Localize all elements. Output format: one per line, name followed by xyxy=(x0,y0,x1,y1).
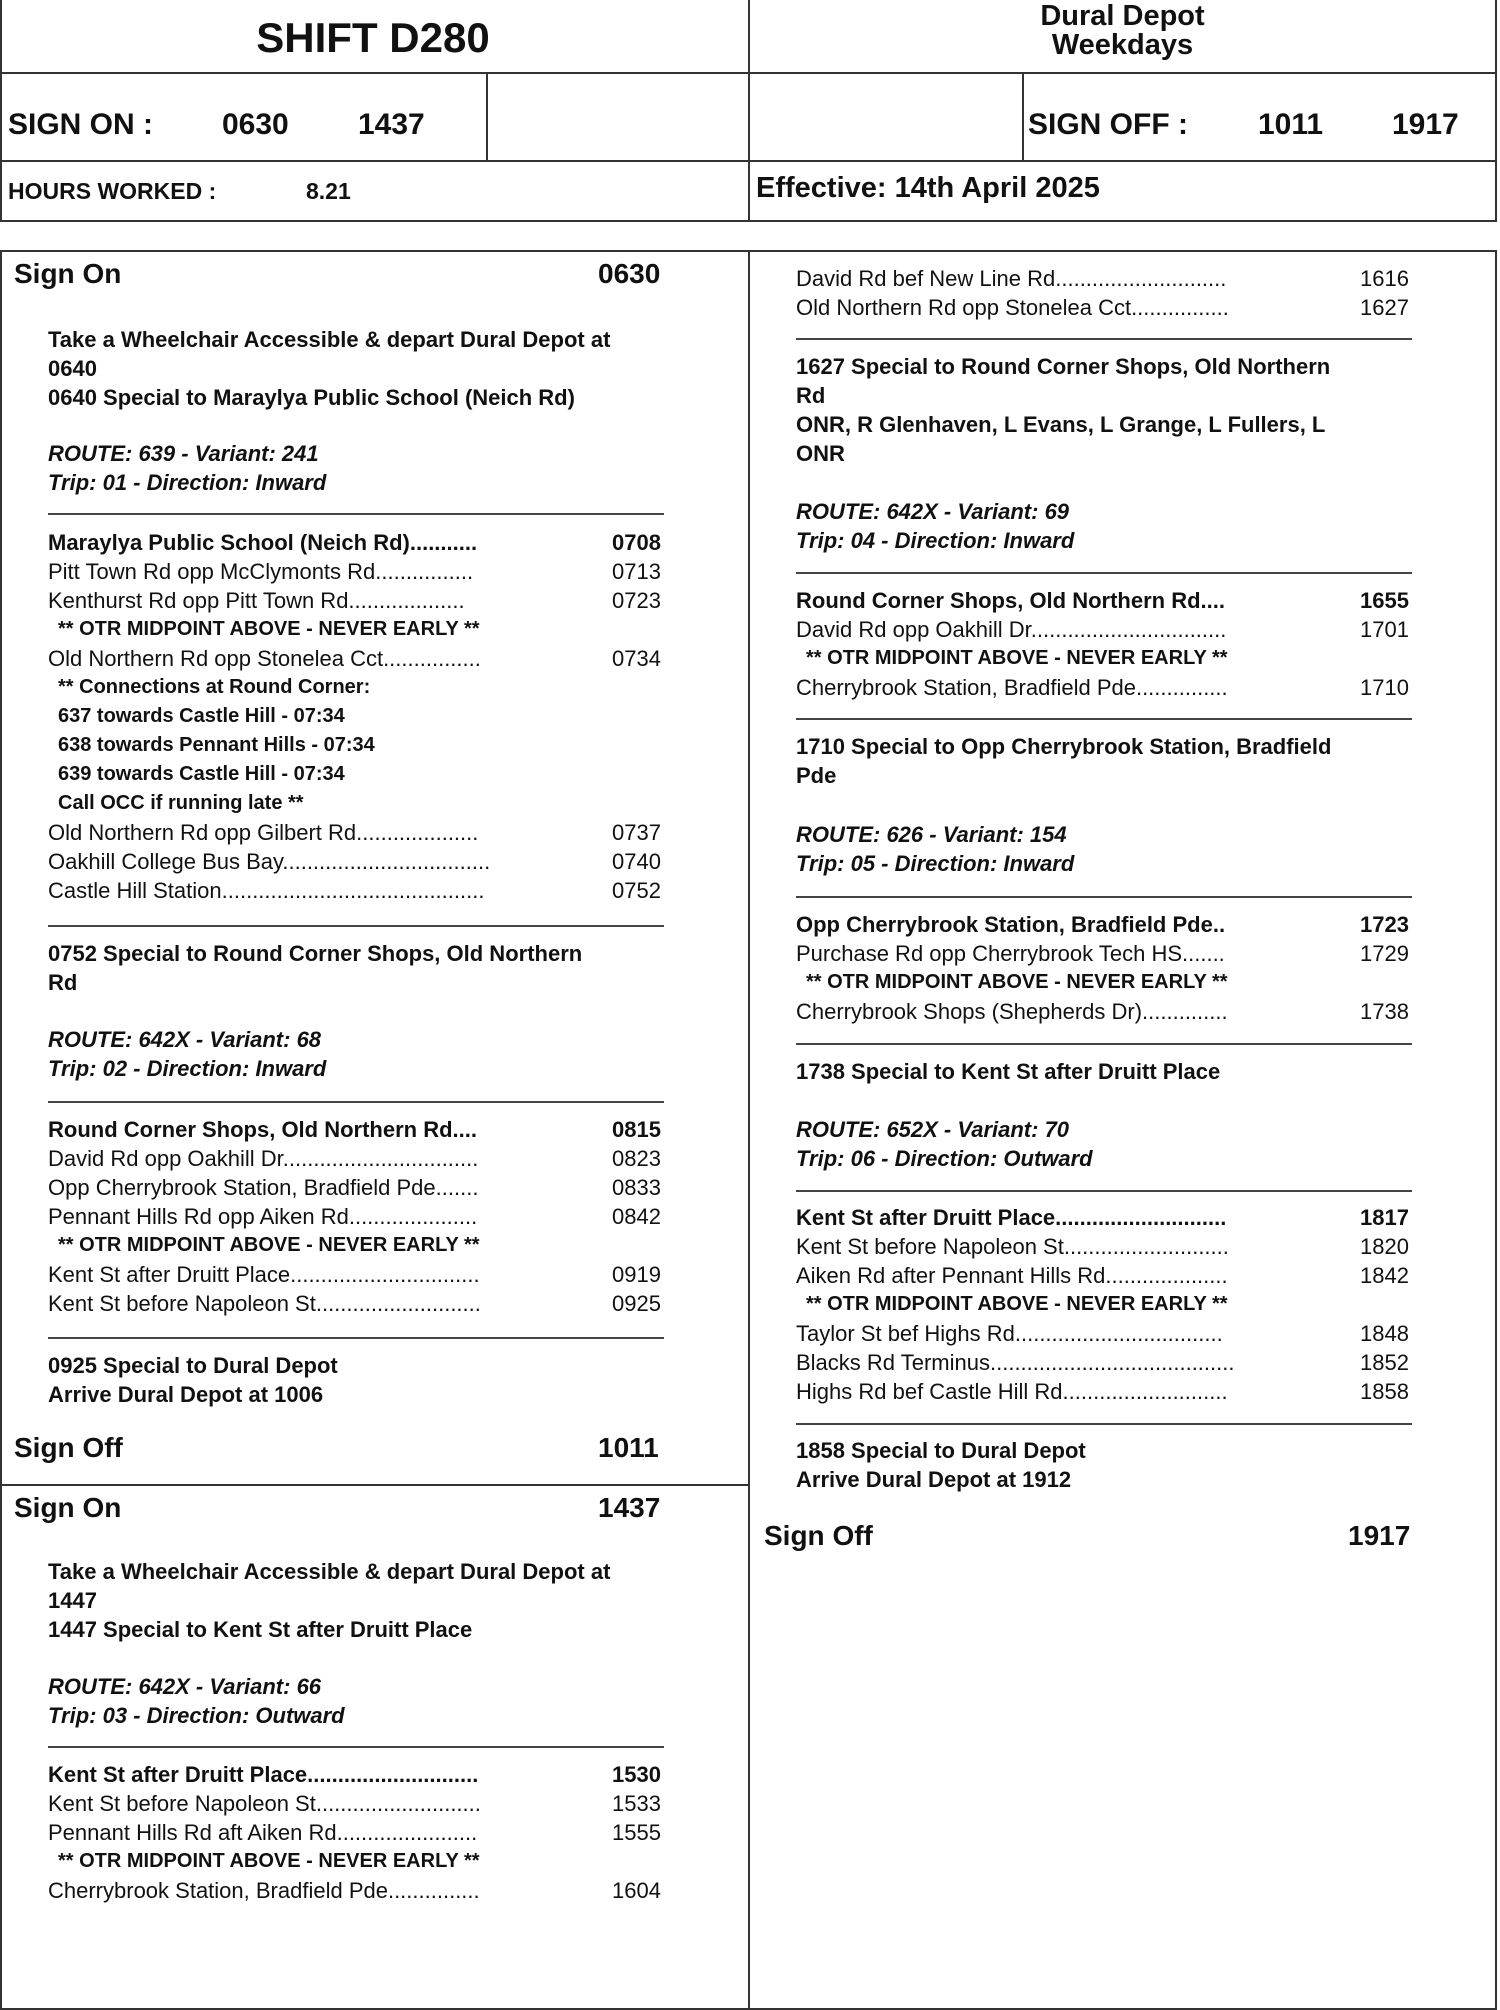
midpoint-note-text: ** OTR MIDPOINT ABOVE - NEVER EARLY ** xyxy=(58,618,480,640)
stop-name: Blacks Rd Terminus........................................ xyxy=(796,1350,1235,1375)
route-line: ROUTE: 642X - Variant: 68 xyxy=(48,1027,322,1052)
connection-note xyxy=(48,673,668,702)
stop-name: Cherrybrook Station, Bradfield Pde............... xyxy=(796,675,1228,700)
timetable-row xyxy=(796,673,1416,702)
sign-on-time-1: 0630 xyxy=(222,108,289,141)
stop-time: 0737 xyxy=(612,820,661,845)
timetable-row xyxy=(48,1115,668,1144)
special-instruction-7 xyxy=(796,1436,1086,1494)
midpoint-note xyxy=(48,1847,668,1876)
instruction-line: Take a Wheelchair Accessible & depart Dural Depot at xyxy=(48,1559,611,1584)
stop-name: Kent St before Napoleon St........................... xyxy=(48,1791,481,1816)
instruction-line: ONR, R Glenhaven, L Evans, L Grange, L Fullers, L xyxy=(796,412,1326,437)
route-line: ROUTE: 626 - Variant: 154 xyxy=(796,822,1067,847)
trip-timetable-2 xyxy=(48,1115,668,1318)
stop-name: Old Northern Rd opp Gilbert Rd.................... xyxy=(48,820,479,845)
depot-info xyxy=(748,0,1497,64)
timetable-row xyxy=(796,1203,1416,1232)
midpoint-note xyxy=(796,968,1416,997)
special-instruction-5 xyxy=(796,732,1331,790)
stop-time: 0823 xyxy=(612,1146,661,1171)
sign-on-label: Sign On xyxy=(14,258,122,289)
midpoint-note-text: ** OTR MIDPOINT ABOVE - NEVER EARLY ** xyxy=(806,1293,1228,1315)
connection-note xyxy=(48,702,668,731)
stop-name: Kent St before Napoleon St........................... xyxy=(796,1234,1229,1259)
stop-name: Cherrybrook Shops (Shepherds Dr).............. xyxy=(796,999,1228,1024)
trip-rule xyxy=(796,572,1412,574)
stop-name: Purchase Rd opp Cherrybrook Tech HS....... xyxy=(796,941,1225,966)
timetable-row xyxy=(796,293,1416,322)
stop-time: 1555 xyxy=(612,1820,661,1845)
sign-off-time-2: 1917 xyxy=(1392,108,1459,141)
stop-name: Taylor St bef Highs Rd.................................. xyxy=(796,1321,1223,1346)
midpoint-note-text: ** OTR MIDPOINT ABOVE - NEVER EARLY ** xyxy=(806,971,1228,993)
day-type: Weekdays xyxy=(1051,29,1194,61)
route-line: ROUTE: 652X - Variant: 70 xyxy=(796,1117,1070,1142)
sign-on-label: Sign On xyxy=(14,1492,122,1523)
stop-time: 1817 xyxy=(1360,1205,1409,1230)
trip-rule xyxy=(796,896,1412,898)
route-line: ROUTE: 642X - Variant: 66 xyxy=(48,1674,322,1699)
stop-name: Pennant Hills Rd opp Aiken Rd..................... xyxy=(48,1204,478,1229)
instruction-line: Arrive Dural Depot at 1006 xyxy=(48,1382,324,1407)
stop-name: Round Corner Shops, Old Northern Rd.... xyxy=(48,1117,477,1142)
special-instruction-4 xyxy=(796,352,1330,468)
depot-name: Dural Depot xyxy=(1040,0,1205,32)
effective-date: Effective: 14th April 2025 xyxy=(756,172,1100,204)
timetable-row xyxy=(48,586,668,615)
sign-off-time-1: 1011 xyxy=(1258,108,1324,141)
timetable-row xyxy=(48,1202,668,1231)
instruction-line: Take a Wheelchair Accessible & depart Dural Depot at xyxy=(48,327,611,352)
stop-time: 0925 xyxy=(612,1291,661,1316)
column-divider xyxy=(748,252,750,2008)
stop-name: Castle Hill Station........................................... xyxy=(48,878,485,903)
timetable-row xyxy=(48,1144,668,1173)
midpoint-note xyxy=(796,1290,1416,1319)
midpoint-note-text: ** OTR MIDPOINT ABOVE - NEVER EARLY ** xyxy=(58,1850,480,1872)
sign-off-time: 1011 xyxy=(598,1432,659,1463)
route-line: ROUTE: 639 - Variant: 241 xyxy=(48,441,319,466)
instruction-line: 0640 Special to Maraylya Public School (Neich Rd) xyxy=(48,385,575,410)
route-line: ROUTE: 642X - Variant: 69 xyxy=(796,499,1070,524)
stop-time: 1858 xyxy=(1360,1379,1409,1404)
trip-timetable-3-continued xyxy=(796,264,1416,322)
timetable-row xyxy=(796,997,1416,1026)
header-divider-signon xyxy=(486,72,488,160)
sign-off-label: Sign Off xyxy=(14,1432,123,1463)
timetable-row xyxy=(796,1319,1416,1348)
stop-time: 0842 xyxy=(612,1204,661,1229)
timetable-row xyxy=(796,615,1416,644)
trip-timetable-3 xyxy=(48,1760,668,1905)
trip-line: Trip: 03 - Direction: Outward xyxy=(48,1703,345,1728)
midpoint-note-text: ** OTR MIDPOINT ABOVE - NEVER EARLY ** xyxy=(806,647,1228,669)
timetable-row xyxy=(48,528,668,557)
stop-time: 0713 xyxy=(612,559,661,584)
trip-line: Trip: 01 - Direction: Inward xyxy=(48,470,327,495)
stop-name: Pennant Hills Rd aft Aiken Rd....................... xyxy=(48,1820,478,1845)
trip-line: Trip: 05 - Direction: Inward xyxy=(796,851,1075,876)
connection-note-text: 639 towards Castle Hill - 07:34 xyxy=(58,763,345,785)
header-divider-2 xyxy=(2,160,1495,162)
connection-note-text: 637 towards Castle Hill - 07:34 xyxy=(58,705,345,727)
stop-time: 0723 xyxy=(612,588,661,613)
route-info-1 xyxy=(48,439,326,497)
route-info-2 xyxy=(48,1025,326,1083)
hours-worked-label: HOURS WORKED : xyxy=(8,178,217,204)
trip-line: Trip: 02 - Direction: Inward xyxy=(48,1056,327,1081)
stop-time: 0740 xyxy=(612,849,661,874)
stop-name: David Rd bef New Line Rd............................ xyxy=(796,266,1227,291)
instruction-line: 1738 Special to Kent St after Druitt Place xyxy=(796,1059,1221,1084)
stop-time: 1604 xyxy=(612,1878,661,1903)
midpoint-note xyxy=(48,1231,668,1260)
stop-time: 1848 xyxy=(1360,1321,1409,1346)
timetable-row xyxy=(48,557,668,586)
timetable-row xyxy=(796,939,1416,968)
instruction-line: Rd xyxy=(796,383,826,408)
stop-name: Round Corner Shops, Old Northern Rd.... xyxy=(796,588,1225,613)
stop-time: 0833 xyxy=(612,1175,661,1200)
trip-rule xyxy=(48,1746,664,1748)
connection-note xyxy=(48,789,668,818)
special-instruction-3 xyxy=(48,1351,338,1409)
stop-name: Maraylya Public School (Neich Rd)........... xyxy=(48,530,478,555)
connection-note-text: ** Connections at Round Corner: xyxy=(58,676,371,698)
trip-timetable-4 xyxy=(796,586,1416,702)
stop-name: Aiken Rd after Pennant Hills Rd.................... xyxy=(796,1263,1228,1288)
trip-rule xyxy=(48,925,664,927)
trip-rule xyxy=(796,338,1412,340)
special-instruction-6 xyxy=(796,1057,1220,1086)
instruction-line: 0752 Special to Round Corner Shops, Old Northern xyxy=(48,941,583,966)
timetable-row xyxy=(48,876,668,905)
route-info-6 xyxy=(796,1115,1093,1173)
stop-time: 1738 xyxy=(1360,999,1409,1024)
trip-rule xyxy=(796,1043,1412,1045)
timetable-row xyxy=(796,1348,1416,1377)
stop-name: Kent St after Druitt Place............................... xyxy=(48,1262,480,1287)
timetable-row xyxy=(48,1876,668,1905)
trip-rule xyxy=(796,718,1412,720)
stop-time: 1820 xyxy=(1360,1234,1409,1259)
sign-on-time-2: 1437 xyxy=(358,108,425,141)
stop-time: 0708 xyxy=(612,530,661,555)
stop-time: 0734 xyxy=(612,646,661,671)
stop-time: 1627 xyxy=(1360,295,1409,320)
route-info-5 xyxy=(796,820,1074,878)
stop-time: 0815 xyxy=(612,1117,661,1142)
stop-name: Pitt Town Rd opp McClymonts Rd................ xyxy=(48,559,474,584)
special-instruction-2 xyxy=(48,939,582,997)
timetable-row xyxy=(48,1260,668,1289)
stop-name: Opp Cherrybrook Station, Bradfield Pde.. xyxy=(796,912,1226,937)
instruction-line: 0640 xyxy=(48,356,97,381)
duty-split-line xyxy=(2,1484,748,1486)
stop-time: 1533 xyxy=(612,1791,661,1816)
stop-time: 1616 xyxy=(1360,266,1409,291)
stop-name: David Rd opp Oakhill Dr................................ xyxy=(48,1146,479,1171)
stop-time: 1530 xyxy=(612,1762,661,1787)
stop-name: David Rd opp Oakhill Dr................................ xyxy=(796,617,1227,642)
shift-title: SHIFT D280 xyxy=(256,14,490,61)
depart-instructions-1 xyxy=(48,325,610,412)
timetable-row xyxy=(48,1818,668,1847)
stop-name: Kenthurst Rd opp Pitt Town Rd................... xyxy=(48,588,465,613)
trip-timetable-1 xyxy=(48,528,668,905)
header-divider-signoff xyxy=(1022,72,1024,160)
midpoint-note-text: ** OTR MIDPOINT ABOVE - NEVER EARLY ** xyxy=(58,1234,480,1256)
stop-name: Old Northern Rd opp Stonelea Cct................ xyxy=(48,646,481,671)
timetable-row xyxy=(48,1760,668,1789)
stop-name: Oakhill College Bus Bay.................................. xyxy=(48,849,491,874)
timetable-row xyxy=(796,586,1416,615)
timetable-row xyxy=(48,1789,668,1818)
stop-time: 0919 xyxy=(612,1262,661,1287)
stop-time: 0752 xyxy=(612,878,661,903)
stop-time: 1729 xyxy=(1360,941,1409,966)
timetable-row xyxy=(796,1232,1416,1261)
instruction-line: Rd xyxy=(48,970,78,995)
midpoint-note xyxy=(796,644,1416,673)
timetable-row xyxy=(796,264,1416,293)
instruction-line: 1447 Special to Kent St after Druitt Place xyxy=(48,1617,473,1642)
instruction-line: 1447 xyxy=(48,1588,97,1613)
sign-on-time: 0630 xyxy=(598,258,661,289)
stop-name: Kent St after Druitt Place............................ xyxy=(796,1205,1227,1230)
timetable-row xyxy=(48,818,668,847)
instruction-line: 1710 Special to Opp Cherrybrook Station, Bradfield xyxy=(796,734,1332,759)
stop-name: Old Northern Rd opp Stonelea Cct................ xyxy=(796,295,1229,320)
stop-time: 1852 xyxy=(1360,1350,1409,1375)
instruction-line: ONR xyxy=(796,441,845,466)
stop-name: Kent St after Druitt Place............................ xyxy=(48,1762,479,1787)
timetable-row xyxy=(796,1261,1416,1290)
midpoint-note xyxy=(48,615,668,644)
stop-name: Cherrybrook Station, Bradfield Pde............... xyxy=(48,1878,480,1903)
connection-note-text: 638 towards Pennant Hills - 07:34 xyxy=(58,734,375,756)
trip-line: Trip: 06 - Direction: Outward xyxy=(796,1146,1093,1171)
stop-name: Highs Rd bef Castle Hill Rd........................... xyxy=(796,1379,1228,1404)
trip-rule xyxy=(48,1337,664,1339)
timetable-row xyxy=(48,1289,668,1318)
stop-time: 1723 xyxy=(1360,912,1409,937)
instruction-line: Arrive Dural Depot at 1912 xyxy=(796,1467,1072,1492)
trip-rule xyxy=(796,1190,1412,1192)
connection-note-text: Call OCC if running late ** xyxy=(58,792,304,814)
timetable-row xyxy=(48,644,668,673)
sign-on-label: SIGN ON : xyxy=(8,108,154,141)
instruction-line: 1627 Special to Round Corner Shops, Old Northern xyxy=(796,354,1331,379)
timetable-row xyxy=(48,1173,668,1202)
route-info-4 xyxy=(796,497,1074,555)
sign-off-time: 1917 xyxy=(1348,1520,1411,1551)
trip-rule xyxy=(48,513,664,515)
connection-note xyxy=(48,731,668,760)
trip-timetable-5 xyxy=(796,910,1416,1026)
trip-rule xyxy=(48,1101,664,1103)
trip-rule xyxy=(796,1423,1412,1425)
stop-time: 1655 xyxy=(1360,588,1409,613)
sign-off-label: SIGN OFF : xyxy=(1028,108,1188,141)
stop-name: Kent St before Napoleon St........................... xyxy=(48,1291,481,1316)
hours-worked-value: 8.21 xyxy=(306,178,351,204)
instruction-line: 0925 Special to Dural Depot xyxy=(48,1353,338,1378)
connection-note xyxy=(48,760,668,789)
route-info-3 xyxy=(48,1672,345,1730)
stop-time: 1701 xyxy=(1360,617,1409,642)
timetable-row xyxy=(796,910,1416,939)
timetable-row xyxy=(48,847,668,876)
sign-off-label: Sign Off xyxy=(764,1520,873,1551)
trip-line: Trip: 04 - Direction: Inward xyxy=(796,528,1075,553)
depart-instructions-2 xyxy=(48,1557,610,1644)
trip-timetable-6 xyxy=(796,1203,1416,1406)
instruction-line: 1858 Special to Dural Depot xyxy=(796,1438,1086,1463)
stop-name: Opp Cherrybrook Station, Bradfield Pde....... xyxy=(48,1175,479,1200)
timetable-row xyxy=(796,1377,1416,1406)
stop-time: 1710 xyxy=(1360,675,1409,700)
stop-time: 1842 xyxy=(1360,1263,1409,1288)
instruction-line: Pde xyxy=(796,763,837,788)
sign-on-time: 1437 xyxy=(598,1492,661,1523)
